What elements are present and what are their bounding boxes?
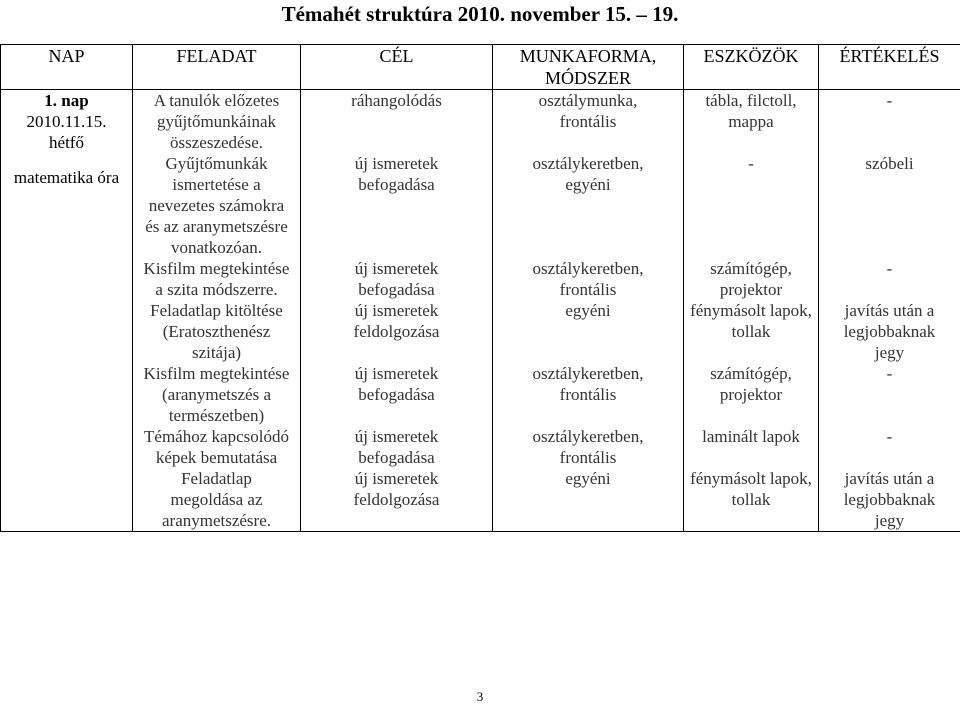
day-weekday: hétfő [49, 133, 84, 152]
feladat-item: A tanulók előzetes gyűjtőmunkáinak összeszedése. [153, 91, 280, 152]
page-number: 3 [476, 689, 484, 704]
day-subject: matematika óra [13, 168, 120, 187]
header-ertekeles: ÉRTÉKELÉS [819, 45, 960, 90]
ertekeles-item: - [886, 427, 893, 446]
munkaforma-cell [493, 90, 684, 532]
munkaforma-item: egyéni [565, 469, 611, 488]
header-row [1, 45, 960, 90]
munkaforma-item: osztálykeretben, frontális [532, 427, 644, 467]
ertekeles-cell [819, 90, 960, 532]
cel-item: új ismeretek befogadása [354, 154, 439, 194]
munkaforma-item: osztálymunka, frontális [538, 91, 638, 131]
eszkozok-item: fénymásolt lapok, tollak [690, 301, 812, 341]
eszkozok-item: - [748, 154, 754, 173]
cel-cell [301, 90, 493, 532]
cel-item: új ismeretek befogadása [354, 427, 439, 467]
munkaforma-item: egyéni [565, 301, 611, 320]
cel-item: új ismeretek befogadása [354, 364, 439, 404]
feladat-item: Feladatlap kitöltése (Eratoszthenész szitája) [150, 301, 283, 362]
eszkozok-item: tábla, filctoll, mappa [705, 91, 797, 131]
cel-item: új ismeretek befogadása [354, 259, 439, 299]
header-eszkozok: ESZKÖZÖK [684, 45, 819, 90]
feladat-item: Kisfilm megtekintése (aranymetszés a természetben) [143, 364, 290, 425]
ertekeles-item: - [886, 364, 893, 383]
header-nap: NAP [1, 45, 133, 90]
eszkozok-item: laminált lapok [702, 427, 800, 446]
day-date: 2010.11.15. [26, 112, 107, 131]
munkaforma-item: osztálykeretben, frontális [532, 364, 644, 404]
day-row [1, 90, 960, 532]
feladat-item: Témához kapcsolódó képek bemutatása [144, 427, 289, 467]
cel-item: új ismeretek feldolgozása [353, 469, 440, 509]
munkaforma-item: osztálykeretben, frontális [532, 259, 644, 299]
feladat-item: Feladatlap megoldása az aranymetszésre. [161, 469, 272, 530]
day-label: 1. nap [44, 91, 89, 110]
header-cel: CÉL [301, 45, 493, 90]
eszkozok-item: fénymásolt lapok, tollak [690, 469, 812, 509]
ertekeles-item: - [886, 91, 893, 110]
eszkozok-item: számítógép, projektor [710, 364, 792, 404]
ertekeles-item: javítás után a legjobbaknak jegy [843, 469, 936, 530]
feladat-item: Gyűjtőmunkák ismertetése a nevezetes számokra és az aranymetszésre vonatkozóan. [145, 154, 288, 257]
cel-item: új ismeretek feldolgozása [353, 301, 440, 341]
ertekeles-item: - [886, 259, 893, 278]
header-feladat: FELADAT [133, 45, 301, 90]
eszkozok-cell [684, 90, 819, 532]
day-cell [1, 90, 133, 532]
feladat-item: Kisfilm megtekintése a szita módszerre. [143, 259, 290, 299]
document-title: Témahét struktúra 2010. november 15. – 19. [281, 2, 679, 26]
header-munkaforma: MUNKAFORMA, MÓDSZER [493, 45, 684, 90]
munkaforma-item: osztálykeretben, egyéni [532, 154, 644, 194]
cel-item: ráhangolódás [351, 91, 442, 110]
ertekeles-item: szóbeli [865, 154, 914, 173]
feladat-cell [133, 90, 301, 532]
ertekeles-item: javítás után a legjobbaknak jegy [843, 301, 936, 362]
eszkozok-item: számítógép, projektor [710, 259, 792, 299]
structure-table [0, 44, 960, 532]
